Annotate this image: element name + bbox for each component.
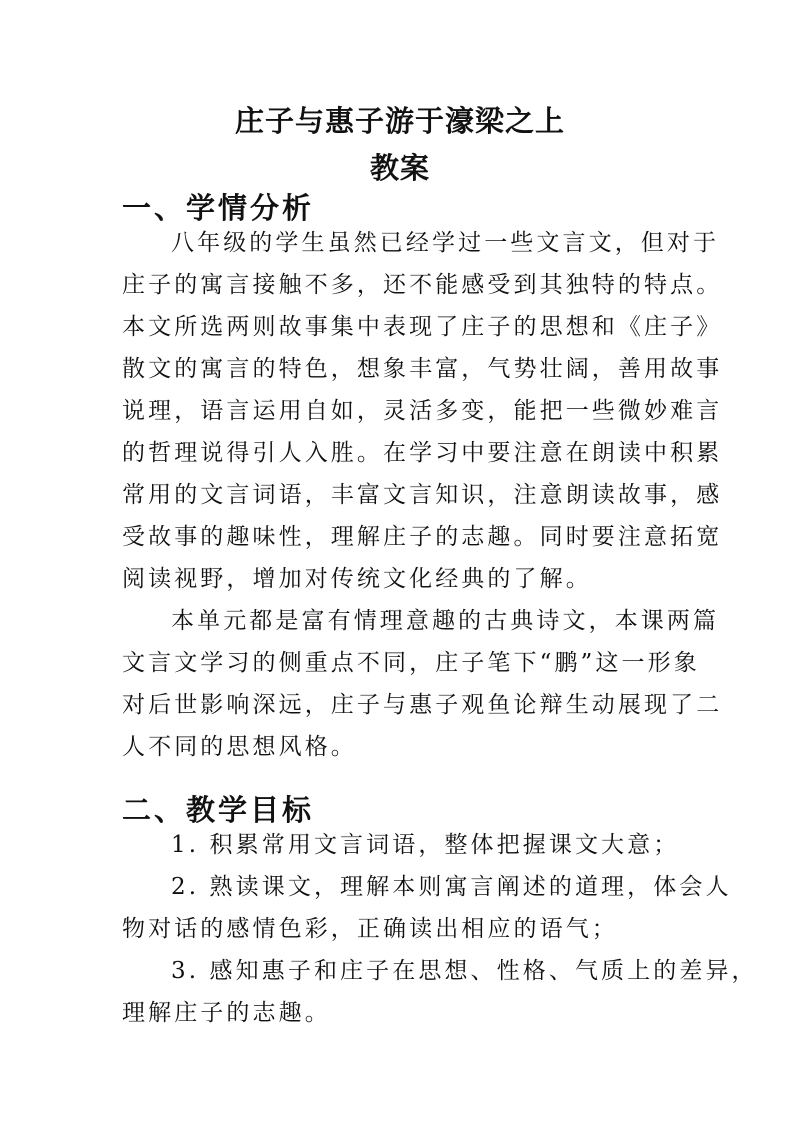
paragraph-line: 受故事的趣味性，理解庄子的志趣。同时要注意拓宽 [122, 524, 723, 550]
objective-line: 物对话的感情色彩，正确读出相应的语气； [122, 916, 618, 942]
paragraph-line: 说理，语言运用自如，灵活多变，能把一些微妙难言 [122, 398, 723, 424]
paragraph-line: 常用的文言词语，丰富文言知识，注意朗读故事，感 [122, 482, 723, 508]
objective-line: 1. 积累常用文言词语，整体把握课文大意； [171, 832, 680, 858]
paragraph-line: 阅读视野，增加对传统文化经典的了解。 [122, 566, 592, 592]
document-subtitle: 教案 [369, 151, 430, 185]
section-heading-analysis: 一、学情分析 [122, 191, 315, 225]
paragraph-line: 文言文学习的侧重点不同，庄子笔下“鹏”这一形象 [122, 650, 700, 676]
section-heading-objectives: 二、教学目标 [122, 793, 315, 827]
paragraph-line: 人不同的思想风格。 [122, 734, 357, 760]
paragraph-line: 的哲理说得引人入胜。在学习中要注意在朗读中积累 [122, 440, 723, 466]
document-title: 庄子与惠子游于濠梁之上 [234, 104, 565, 138]
objective-line: 3. 感知惠子和庄子在思想、性格、气质上的差异， [171, 958, 758, 984]
paragraph-line: 庄子的寓言接触不多，还不能感受到其独特的特点。 [122, 272, 723, 298]
paragraph-line: 本单元都是富有情理意趣的古典诗文，本课两篇 [171, 608, 720, 634]
paragraph-line: 本文所选两则故事集中表现了庄子的思想和《庄子》 [122, 314, 723, 340]
paragraph-line: 散文的寓言的特色，想象丰富，气势壮阔，善用故事 [122, 356, 723, 382]
objective-line: 理解庄子的志趣。 [122, 1000, 331, 1026]
paragraph-line: 对后世影响深远，庄子与惠子观鱼论辩生动展现了二 [122, 692, 723, 718]
paragraph-line: 八年级的学生虽然已经学过一些文言文，但对于 [171, 230, 720, 256]
objective-line: 2. 熟读课文，理解本则寓言阐述的道理，体会人 [171, 874, 732, 900]
